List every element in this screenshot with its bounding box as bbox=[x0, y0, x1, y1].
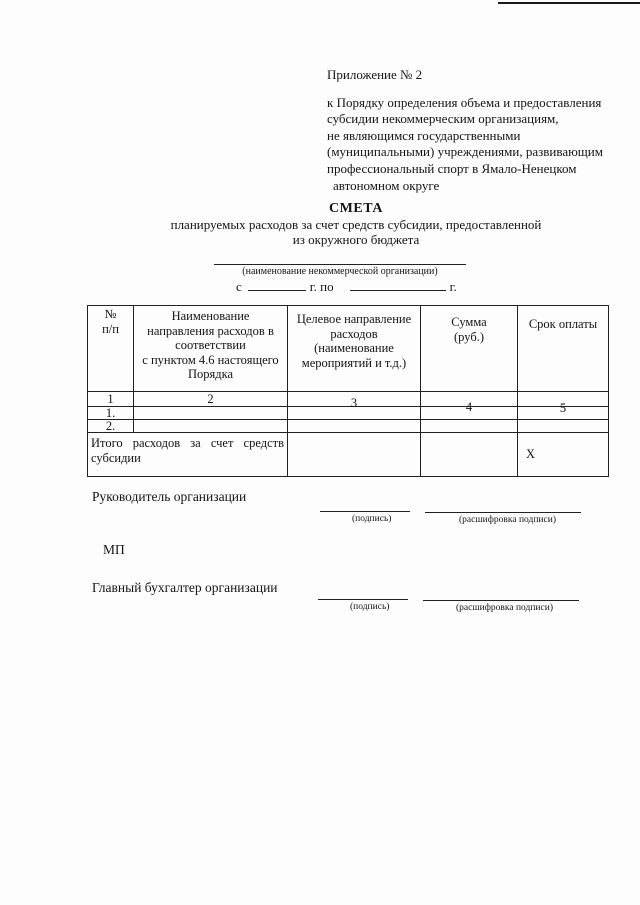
period-suffix: г. bbox=[449, 279, 457, 294]
column-number bbox=[421, 392, 518, 414]
header-number: № п/п bbox=[88, 306, 134, 392]
accountant-name-line bbox=[423, 600, 579, 601]
table-cell bbox=[288, 420, 421, 433]
accountant-signature-title: Главный бухгалтер организации bbox=[92, 580, 278, 595]
row-label: 2. bbox=[88, 420, 134, 433]
appendix-line: (муниципальными) учреждениями, развивающим bbox=[327, 144, 603, 160]
document-heading bbox=[151, 201, 561, 248]
appendix-line: автономном округе bbox=[333, 177, 440, 193]
accountant-signature-line bbox=[318, 599, 408, 600]
total-payment-term: X bbox=[518, 433, 609, 477]
column-number bbox=[134, 392, 288, 407]
column-number-text: 4 bbox=[465, 400, 473, 414]
accountant-name-caption: (расшифровка подписи) bbox=[456, 603, 553, 613]
head-signature-title: Руководитель организации bbox=[92, 489, 247, 504]
table-cell bbox=[134, 407, 288, 420]
heading-line: планируемых расходов за счет средств субсидии, предоставленной bbox=[170, 216, 542, 232]
head-name-line bbox=[425, 512, 581, 513]
expense-estimate-table bbox=[87, 305, 609, 477]
total-target-cell bbox=[288, 433, 421, 477]
column-number bbox=[518, 392, 609, 415]
table-cell bbox=[421, 420, 518, 433]
period-to-blank bbox=[350, 280, 446, 291]
period-line bbox=[236, 279, 457, 295]
column-number bbox=[288, 392, 421, 410]
period-from-blank bbox=[248, 280, 306, 291]
column-number-text: 2 bbox=[207, 392, 214, 406]
row-label: 1. bbox=[88, 407, 134, 420]
scan-edge-line bbox=[498, 2, 640, 4]
appendix-line: профессиональный спорт в Ямало-Ненецком bbox=[327, 160, 577, 176]
period-to-prefix: г. по bbox=[309, 279, 334, 294]
head-signature-caption: (подпись) bbox=[352, 514, 392, 524]
head-signature-line bbox=[320, 511, 410, 512]
header-amount: Сумма (руб.) bbox=[421, 306, 518, 392]
total-amount-cell bbox=[421, 433, 518, 477]
appendix-block bbox=[327, 67, 627, 194]
table-row bbox=[88, 407, 609, 420]
period-from-prefix: с bbox=[236, 279, 242, 294]
total-row bbox=[88, 433, 609, 477]
appendix-line: к Порядку определения объема и предоставления bbox=[327, 94, 602, 110]
document-title: СМЕТА bbox=[329, 201, 383, 216]
accountant-signature-caption: (подпись) bbox=[350, 602, 390, 612]
table-header-row bbox=[88, 306, 609, 392]
table-cell bbox=[134, 420, 288, 433]
column-number-text: 5 bbox=[559, 401, 567, 415]
header-expense-direction: Наименование направления расходов в соответствии с пунктом 4.6 настоящего Порядка bbox=[134, 306, 288, 392]
appendix-line: не являющимся государственными bbox=[327, 127, 521, 143]
stamp-label: МП bbox=[103, 542, 125, 557]
header-target-direction: Целевое направление расходов (наименование мероприятий и т.д.) bbox=[288, 306, 421, 392]
total-label: Итого расходов за счет средств субсидии bbox=[88, 433, 288, 477]
column-number bbox=[88, 392, 134, 407]
organization-caption: (наименование некоммерческой организации) bbox=[242, 266, 438, 277]
head-name-caption: (расшифровка подписи) bbox=[459, 515, 556, 525]
table-cell bbox=[518, 420, 609, 433]
table-row bbox=[88, 420, 609, 433]
appendix-line: субсидии некоммерческим организациям, bbox=[327, 111, 559, 127]
column-numbers-row bbox=[88, 392, 609, 407]
appendix-title: Приложение № 2 bbox=[327, 67, 423, 82]
column-number-text: 1 bbox=[107, 392, 114, 406]
organization-name-line bbox=[214, 264, 466, 265]
column-number-text: 3 bbox=[350, 396, 358, 410]
header-payment-term: Срок оплаты bbox=[518, 306, 609, 392]
heading-line: из окружного бюджета bbox=[292, 232, 420, 247]
